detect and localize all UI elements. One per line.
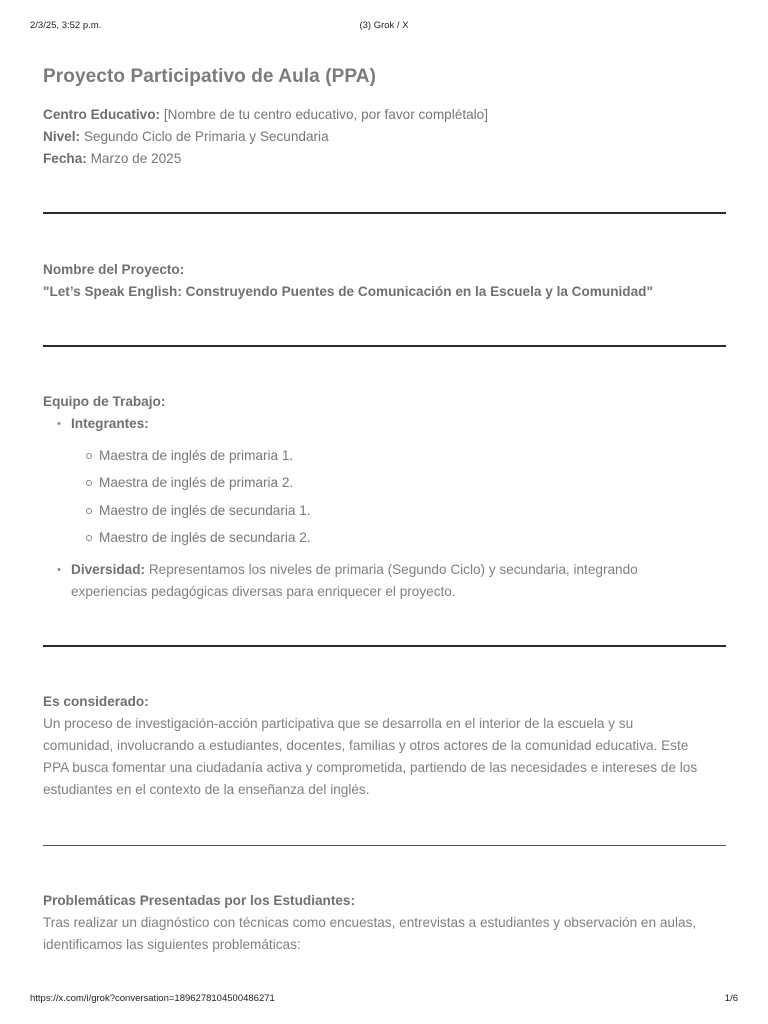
considerado-line: PPA busca fomentar una ciudadanía activa y comprometida, partiendo de las necesidades e intereses de los	[43, 760, 698, 775]
list-item	[43, 559, 726, 603]
proyecto-label: Nombre del Proyecto:	[43, 262, 185, 277]
print-datetime: 2/3/25, 3:52 p.m.	[30, 20, 102, 31]
section-divider	[43, 345, 726, 347]
section-equipo	[43, 391, 726, 603]
meta-nivel-value: Segundo Ciclo de Primaria y Secundaria	[83, 129, 329, 144]
print-page-title: (3) Grok / X	[359, 20, 409, 31]
list-item: Maestro de inglés de secundaria 1.	[71, 500, 726, 527]
meta-nivel-label: Nivel:	[43, 129, 81, 144]
print-header	[30, 20, 738, 34]
document-meta	[43, 104, 488, 170]
meta-nivel	[43, 126, 488, 148]
section-divider	[43, 645, 726, 647]
meta-fecha-value: Marzo de 2025	[90, 151, 182, 166]
print-url: https://x.com/i/grok?conversation=1896278104500486271	[30, 993, 275, 1004]
problematicas-line: identificamos las siguientes problemáticas:	[43, 937, 301, 952]
list-item	[43, 413, 726, 554]
considerado-line: Un proceso de investigación-acción participativa que se desarrolla en el interior de la escuela y su	[43, 716, 634, 731]
meta-fecha	[43, 148, 488, 170]
list-item: Maestra de inglés de primaria 1.	[71, 445, 726, 472]
diversidad-label: Diversidad:	[71, 562, 146, 578]
diversidad-text-line2: experiencias pedagógicas diversas para enriquecer el proyecto.	[71, 584, 456, 600]
considerado-line: estudiantes en el contexto de la enseñanza del inglés.	[43, 782, 370, 797]
equipo-label: Equipo de Trabajo:	[43, 394, 166, 409]
integrantes-list	[71, 445, 726, 554]
equipo-list	[43, 413, 726, 603]
document-title: Proyecto Participativo de Aula (PPA)	[43, 66, 377, 87]
problematicas-label: Problemáticas Presentadas por los Estudiantes:	[43, 893, 356, 908]
considerado-label: Es considerado:	[43, 694, 149, 709]
section-considerado	[43, 691, 726, 801]
diversidad-text-line1: Representamos los niveles de primaria (Segundo Ciclo) y secundaria, integrando	[148, 562, 638, 578]
list-item: Maestra de inglés de primaria 2.	[71, 472, 726, 499]
proyecto-name: "Let’s Speak English: Construyendo Puentes de Comunicación en la Escuela y la Comunidad"	[43, 284, 653, 299]
meta-fecha-label: Fecha:	[43, 151, 87, 166]
considerado-line: comunidad, involucrando a estudiantes, docentes, familias y otros actores de la comunidad educativa. Este	[43, 738, 689, 753]
section-divider	[43, 212, 726, 214]
integrantes-label: Integrantes:	[71, 416, 149, 431]
section-divider	[43, 845, 726, 846]
section-proyecto	[43, 259, 726, 303]
section-problematicas	[43, 890, 726, 956]
print-page-number: 1/6	[724, 993, 738, 1004]
meta-centro-value: [Nombre de tu centro educativo, por favor complétalo]	[163, 107, 489, 122]
problematicas-line: Tras realizar un diagnóstico con técnicas como encuestas, entrevistas a estudiantes y observación en aulas,	[43, 915, 697, 930]
meta-centro-label: Centro Educativo:	[43, 107, 161, 122]
meta-centro	[43, 104, 488, 126]
list-item: Maestro de inglés de secundaria 2.	[71, 527, 726, 554]
print-footer	[30, 993, 738, 1007]
